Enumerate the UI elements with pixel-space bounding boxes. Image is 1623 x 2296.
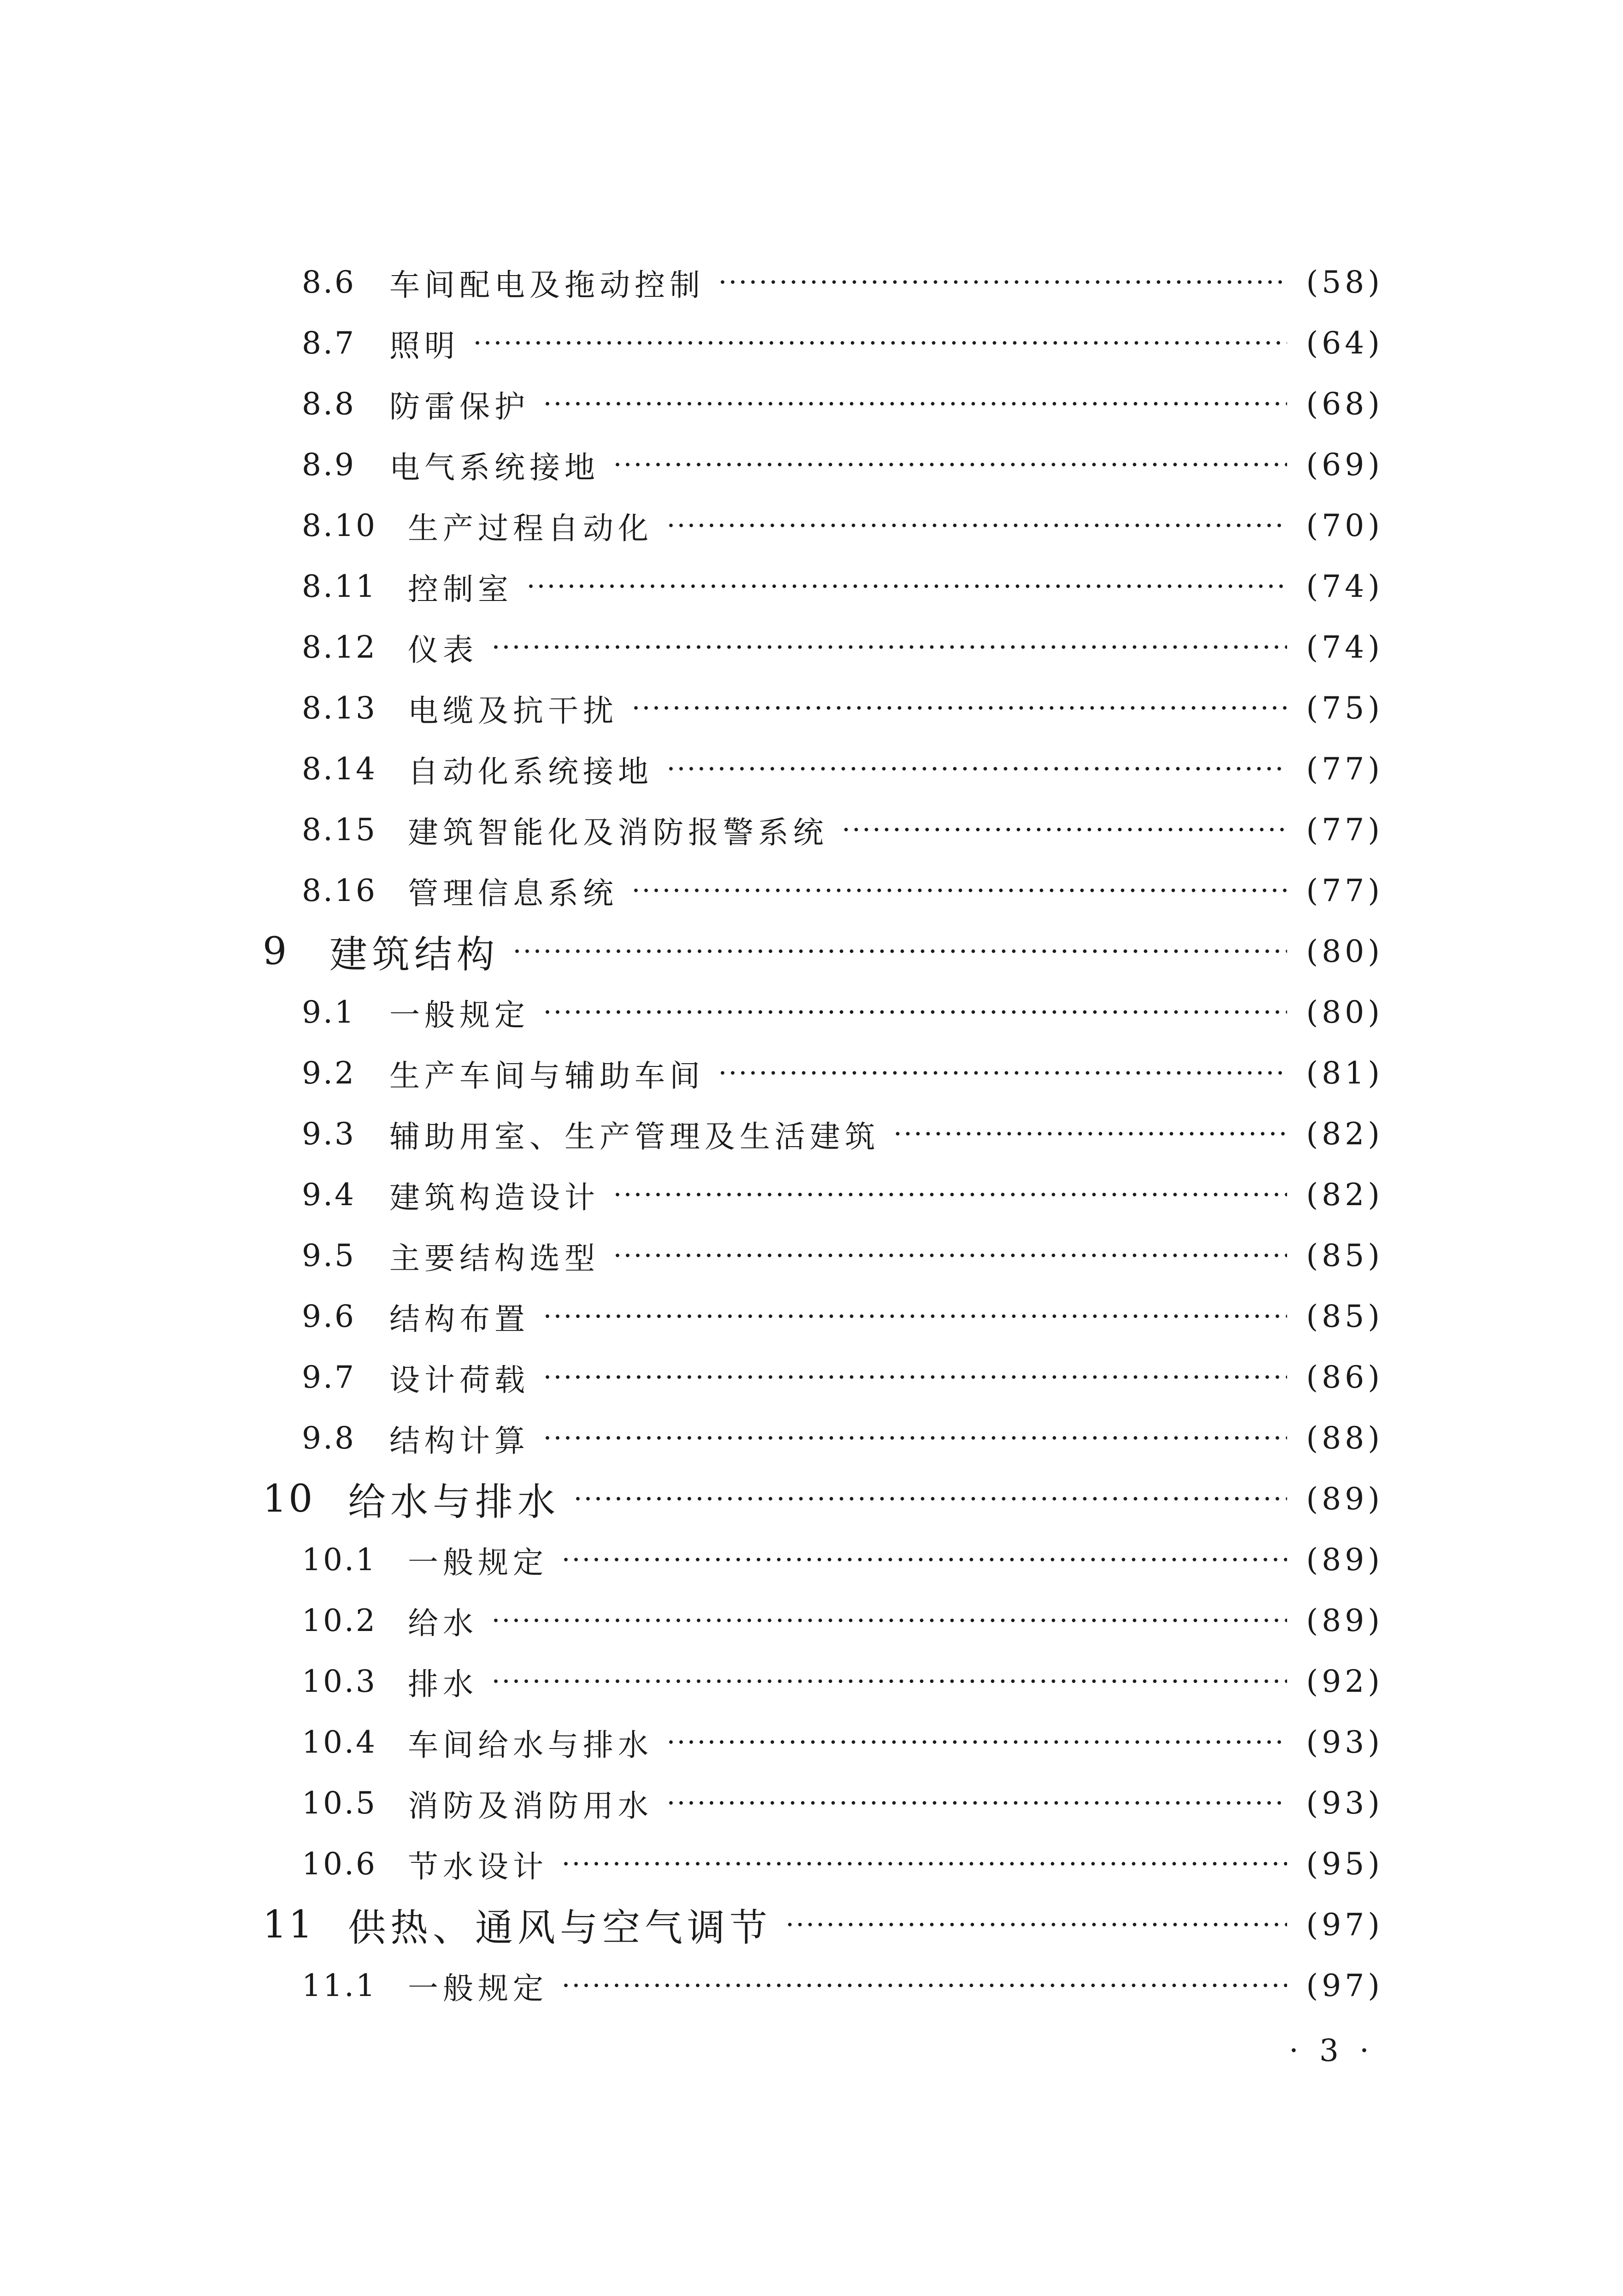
toc-entry-number: 10.1 [302,1542,377,1578]
dot-leader [472,340,1287,346]
toc-entry-title: 生产车间与辅助车间 [389,1058,705,1094]
toc-entry-title: 电缆及抗干扰 [408,693,618,729]
toc-entry-page: (80) [1306,994,1383,1030]
toc-entry-8-6[interactable] [302,254,1383,310]
toc-entry-number: 10.3 [302,1663,377,1699]
toc-entry-title: 建筑智能化及消防报警系统 [408,814,828,850]
toc-entry-title: 给水 [408,1605,478,1641]
toc-entry-number: 8.14 [302,751,377,787]
toc-entry-page: (74) [1306,629,1383,665]
toc-entry-title: 一般规定 [408,1970,548,2006]
dot-leader [612,462,1287,467]
dot-leader [631,705,1287,711]
dot-leader [717,279,1287,285]
toc-entry-8-15[interactable] [302,802,1383,857]
toc-entry-number: 9.7 [302,1359,356,1395]
toc-entry-number: 8.11 [302,568,377,604]
toc-entry-page: (68) [1306,386,1383,422]
toc-entry-page: (86) [1306,1359,1383,1395]
toc-entry-number: 8.6 [302,264,356,300]
toc-entry-9-3[interactable] [302,1106,1383,1161]
dot-leader [841,827,1287,832]
toc-chapter-title: 建筑结构 [329,932,500,977]
dot-leader [666,1739,1287,1745]
toc-entry-page: (80) [1306,933,1383,969]
toc-chapter-number: 10 [263,1477,315,1521]
toc-entry-title: 节水设计 [408,1849,548,1884]
toc-chapter-11[interactable] [263,1897,1383,1952]
toc-entry-8-9[interactable] [302,437,1383,492]
toc-entry-title: 排水 [408,1666,478,1702]
toc-entry-title: 设计荷载 [389,1362,529,1398]
toc-entry-page: (77) [1306,812,1383,848]
toc-entry-10-3[interactable] [302,1654,1383,1709]
toc-entry-8-7[interactable] [302,315,1383,371]
toc-entry-title: 建筑构造设计 [389,1179,600,1215]
dot-leader [491,1618,1287,1623]
dot-leader [717,1070,1287,1076]
toc-entry-number: 9.2 [302,1055,356,1091]
toc-entry-page: (95) [1306,1846,1383,1882]
toc-entry-page: (93) [1306,1785,1383,1821]
toc-entry-number: 9.6 [302,1298,356,1334]
dot-leader [542,1435,1287,1441]
dot-leader [666,1800,1287,1806]
toc-entry-9-5[interactable] [302,1228,1383,1283]
toc-entry-number: 8.9 [302,447,356,483]
toc-entry-8-11[interactable] [302,559,1383,614]
toc-entry-title: 结构计算 [389,1423,529,1459]
toc-entry-number: 9.8 [302,1420,356,1456]
toc-entry-page: (77) [1306,751,1383,787]
dot-leader [542,1374,1287,1380]
dot-leader [631,888,1287,893]
dot-leader [666,523,1287,528]
toc-entry-8-14[interactable] [302,741,1383,796]
toc-entry-page: (77) [1306,872,1383,908]
toc-entry-title: 车间给水与排水 [408,1727,653,1763]
toc-entry-page: (97) [1306,1907,1383,1943]
toc-entry-number: 8.16 [302,872,377,908]
toc-entry-page: (97) [1306,1967,1383,2003]
dot-leader [491,1678,1287,1684]
toc-chapter-title: 给水与排水 [348,1480,560,1524]
toc-entry-9-1[interactable] [302,984,1383,1040]
page-number: · 3 · [1289,2033,1375,2068]
dot-leader [561,1861,1287,1866]
dot-leader [666,766,1287,771]
toc-chapter-number: 11 [263,1902,315,1947]
toc-entry-title: 一般规定 [408,1544,548,1580]
toc-entry-9-2[interactable] [302,1045,1383,1101]
toc-entry-title: 辅助用室、生产管理及生活建筑 [389,1119,880,1154]
toc-entry-number: 9.1 [302,994,356,1030]
dot-leader [612,1253,1287,1258]
toc-entry-page: (58) [1306,264,1383,300]
toc-entry-title: 控制室 [408,571,513,607]
toc-entry-number: 8.15 [302,812,377,848]
toc-entry-9-7[interactable] [302,1349,1383,1405]
dot-leader [612,1192,1287,1197]
dot-leader [542,1009,1287,1015]
toc-entry-page: (89) [1306,1602,1383,1638]
toc-entry-title: 照明 [389,328,459,364]
toc-entry-number: 10.6 [302,1846,377,1882]
toc-entry-11-1[interactable] [302,1958,1383,2013]
toc-entry-page: (93) [1306,1724,1383,1760]
toc-entry-number: 11.1 [302,1967,377,2003]
toc-entry-page: (89) [1306,1542,1383,1578]
toc-entry-10-6[interactable] [302,1836,1383,1891]
toc-entry-number: 9.3 [302,1116,356,1152]
toc-entry-page: (82) [1306,1177,1383,1213]
toc-entry-title: 管理信息系统 [408,875,618,911]
toc-entry-number: 8.12 [302,629,377,665]
toc-entry-10-2[interactable] [302,1593,1383,1648]
toc-entry-page: (75) [1306,690,1383,726]
dot-leader [561,1557,1287,1562]
toc-entry-page: (69) [1306,447,1383,483]
dot-leader [561,1983,1287,1988]
toc-entry-number: 10.4 [302,1724,377,1760]
toc-entry-8-8[interactable] [302,376,1383,431]
toc-entry-page: (81) [1306,1055,1383,1091]
toc-entry-number: 10.5 [302,1785,377,1821]
toc-entry-8-12[interactable] [302,619,1383,675]
dot-leader [491,644,1287,650]
toc-chapter-10[interactable] [263,1471,1383,1526]
dot-leader [526,583,1287,589]
dot-leader [785,1922,1287,1927]
toc-entry-page: (85) [1306,1298,1383,1334]
toc-entry-title: 一般规定 [389,997,529,1033]
toc-entry-8-10[interactable] [302,498,1383,553]
toc-entry-title: 主要结构选型 [389,1240,600,1276]
dot-leader [542,1313,1287,1319]
toc-entry-8-13[interactable] [302,680,1383,736]
toc-entry-title: 生产过程自动化 [408,510,653,546]
toc-entry-page: (88) [1306,1420,1383,1456]
toc-chapter-title: 供热、通风与空气调节 [348,1906,772,1950]
dot-leader [542,401,1287,406]
toc-entry-title: 防雷保护 [389,389,529,424]
toc-entry-number: 10.2 [302,1602,377,1638]
dot-leader [893,1131,1287,1136]
toc-entry-9-4[interactable] [302,1167,1383,1222]
toc-entry-number: 8.8 [302,386,356,422]
toc-chapter-number: 9 [263,929,289,973]
toc-entry-page: (82) [1306,1116,1383,1152]
toc-entry-10-5[interactable] [302,1775,1383,1831]
toc-entry-title: 车间配电及拖动控制 [389,267,705,303]
toc-entry-title: 仪表 [408,632,478,668]
toc-entry-number: 9.4 [302,1177,356,1213]
toc-entry-page: (70) [1306,507,1383,543]
toc-entry-9-6[interactable] [302,1289,1383,1344]
toc-entry-number: 8.13 [302,690,377,726]
toc-entry-page: (64) [1306,325,1383,361]
toc-entry-8-16[interactable] [302,863,1383,918]
toc-entry-title: 消防及消防用水 [408,1788,653,1824]
toc-entry-number: 9.5 [302,1237,356,1273]
toc-entry-title: 电气系统接地 [389,449,600,485]
toc-entry-number: 8.10 [302,507,377,543]
dot-leader [512,948,1287,954]
toc-chapter-9[interactable] [263,924,1383,979]
toc-entry-page: (74) [1306,568,1383,604]
toc-entry-title: 自动化系统接地 [408,754,653,789]
toc-entry-number: 8.7 [302,325,356,361]
toc-entry-page: (85) [1306,1237,1383,1273]
dot-leader [573,1496,1287,1501]
toc-entry-9-8[interactable] [302,1410,1383,1466]
toc-entry-page: (89) [1306,1481,1383,1517]
toc-entry-10-1[interactable] [302,1532,1383,1587]
toc-entry-title: 结构布置 [389,1301,529,1337]
toc-entry-10-4[interactable] [302,1714,1383,1770]
toc-entry-page: (92) [1306,1663,1383,1699]
